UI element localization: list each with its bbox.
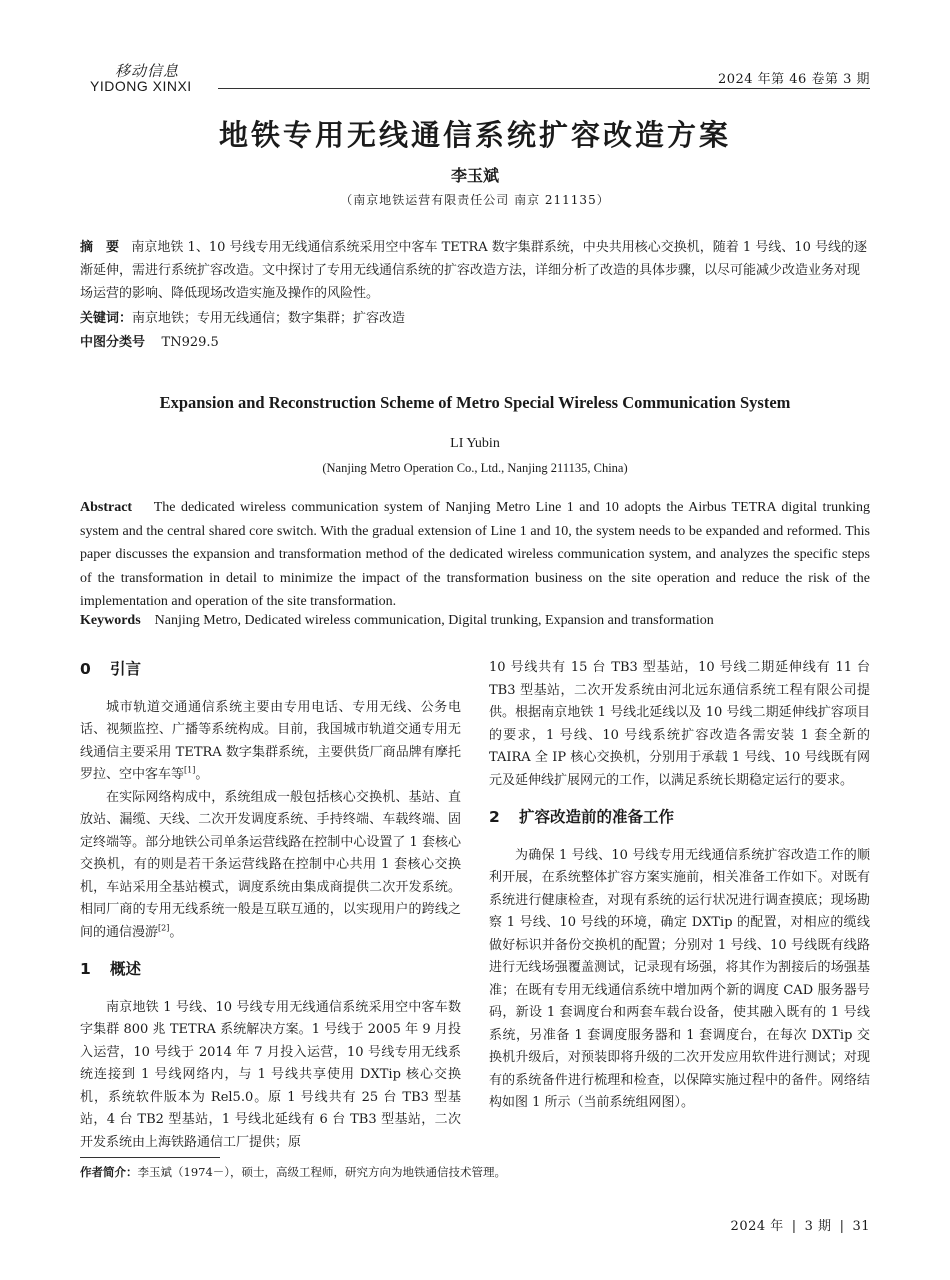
keywords-en (80, 613, 870, 629)
affiliation-en: (Nanjing Metro Operation Co., Ltd., Nanjing 211135, China) (322, 461, 628, 475)
right-column (489, 657, 870, 1115)
affiliation-cn: （南京地铁运营有限责任公司 南京 211135） (340, 193, 610, 207)
abstract-cn-text: 南京地铁 1、10 号线专用无线通信系统采用空中客车 TETRA 数字集群系统，中央共用核心交换机，随着 1 号线、10 号线的逐渐延伸，需进行系统扩容改造。文中探讨了专用无线通信系统的扩容改造方法，详细分析了改造的具体步骤，以尽可能减少改造业务对现场运营的影响、降低现场改造实施及操作的风险性。 (80, 240, 867, 301)
abstract-cn (80, 236, 870, 305)
paragraph: 为确保 1 号线、10 号线专用无线通信系统扩容改造工作的顺利开展，在系统整体扩容方案实施前，相关准备工作如下。对既有系统进行健康检查，对现有系统的运行状况进行调查摸底；现场勘察 1 号线、10 号线的环境，确定 DXTip 的配置，对相应的缆线做好标识并备份交换机的配置；分别对 1 号线、10 号线既有线路进行无线场强覆盖测试，记录现有场强，将其作为割接后的场强基准；在既有专用无线通信系统中增加两个新的调度 CAD 服务器号码，新设 1 套调度台和两套车载台设备，使其融入既有的 1 号线系统，另准备 1 套调度服务器和 1 套调度台，在每次 DXTip 交换机升级后，对预装即将升级的二次开发应用软件进行测试；对现有的系统备件进行梳理和检查，以保障实施过程中的备件。网络结构如图 1 所示（当前系统组网图）。 (489, 847, 870, 1110)
section-number: 0 (80, 660, 91, 678)
left-column (80, 658, 461, 1154)
footnote-text: 李玉斌（1974－），硕士，高级工程师，研究方向为地铁通信技术管理。 (137, 1165, 507, 1179)
footnote-rule (80, 1157, 220, 1158)
section-1-heading (80, 958, 461, 981)
section-title: 扩容改造前的准备工作 (519, 808, 675, 826)
section-2-heading (489, 806, 870, 829)
classification-label: 中图分类号 (80, 335, 146, 350)
page-number: 31 (852, 1219, 870, 1234)
keywords-cn (80, 307, 870, 330)
keywords-en-text: Nanjing Metro, Dedicated wireless communication, Digital trunking, Expansion and transformation (154, 613, 714, 628)
paragraph-continued: 10 号线共有 15 台 TB3 型基站，10 号线二期延伸线有 11 台 TB3 型基站，二次开发系统由河北远东通信系统工程有限公司提供。根据南京地铁 1 号线北延线以及 10 号线二期延伸线扩容项目的要求，1 号线、10 号线系统扩容改造各需安装 1 套全新的 TAIRA 全 IP 核心交换机，分别用于承载 1 号线、10 号线既有网元及延伸线扩展网元的工作，以满足系统长期稳定运行的要求。 (489, 660, 870, 788)
section-number: 1 (80, 960, 91, 978)
journal-name-en: YIDONG XINXI (90, 78, 192, 94)
keywords-en-label: Keywords (80, 613, 141, 628)
abstract-en-text: The dedicated wireless communication system of Nanjing Metro Line 1 and 10 adopts the Airbus TETRA digital trunking system and the central shared core switch. With the gradual extension of Line 1 and 10, the system needs to be expanded and reformed. This paper discusses the expansion and transformation method of the dedicated wireless communication system, and analyzes the specific steps of the transformation in detail to minimize the impact of the transformation business on the site operation and reduce the risk of the implementation and operation of the site transformation. (80, 500, 871, 609)
author-cn: 李玉斌 (450, 166, 499, 185)
section-title: 概述 (110, 960, 142, 978)
page-footer: 2024 年 | 3 期 | 31 (730, 1219, 870, 1234)
footnote-label: 作者简介： (80, 1165, 138, 1179)
footer-issue: 3 期 (804, 1219, 832, 1234)
abstract-cn-label: 摘 要 (80, 240, 120, 255)
keywords-cn-label: 关键词： (80, 311, 133, 326)
abstract-en-label: Abstract (80, 500, 133, 515)
issue-info: 2024 年第 46 卷第 3 期 (717, 72, 870, 87)
classification-number (80, 331, 870, 354)
article-title-en: Expansion and Reconstruction Scheme of Metro Special Wireless Communication System (159, 393, 791, 412)
citation: [1] (184, 765, 196, 775)
author-en: LI Yubin (450, 436, 500, 451)
keywords-cn-text: 南京地铁；专用无线通信；数字集群；扩容改造 (132, 311, 406, 326)
classification-value: TN929.5 (161, 335, 219, 350)
section-0-heading (80, 658, 461, 681)
paragraph: 城市轨道交通通信系统主要由专用电话、专用无线、公务电话、视频监控、广播等系统构成。目前，我国城市轨道交通专用无线通信主要采用 TETRA 数字集群系统，主要供货厂商品牌有摩托罗拉、空中客车等[1]。 (80, 699, 461, 782)
section-number: 2 (489, 808, 500, 826)
paragraph: 在实际网络构成中，系统组成一般包括核心交换机、基站、直放站、漏缆、天线、二次开发调度系统、手持终端、车载终端、固定终端等。部分地铁公司单条运营线路在控制中心设置了 1 套核心交换机，有的则是若干条运营线路在控制中心共用 1 套核心交换机，车站采用全基站模式，调度系统由集成商提供二次开发系统。相同厂商的专用无线系统一般是互联互通的，以实现用户的跨线之间的通信漫游[2]。 (80, 789, 461, 940)
article-title-cn: 地铁专用无线通信系统扩容改造方案 (218, 118, 731, 152)
abstract-en (80, 496, 870, 614)
author-footnote (80, 1164, 506, 1180)
citation: [2] (158, 923, 170, 933)
journal-name-cn: 移动信息 (115, 62, 180, 80)
header-rule (218, 88, 870, 89)
paragraph: 南京地铁 1 号线、10 号线专用无线通信系统采用空中客车数字集群 800 兆 TETRA 系统解决方案。1 号线于 2005 年 9 月投入运营，10 号线于 2014 年 7 月投入运营，10 号线专用无线系统连接到 1 号线网络内，与 1 号线共享使用 DXTip 核心交换机，系统软件版本为 Rel5.0。原 1 号线共有 25 台 TB3 型基站，4 台 TB2 型基站，1 号线北延线有 6 台 TB3 型基站，二次开发系统由上海铁路通信工厂提供；原 (80, 999, 461, 1150)
footer-year: 2024 年 (730, 1219, 784, 1234)
section-title: 引言 (110, 660, 142, 678)
